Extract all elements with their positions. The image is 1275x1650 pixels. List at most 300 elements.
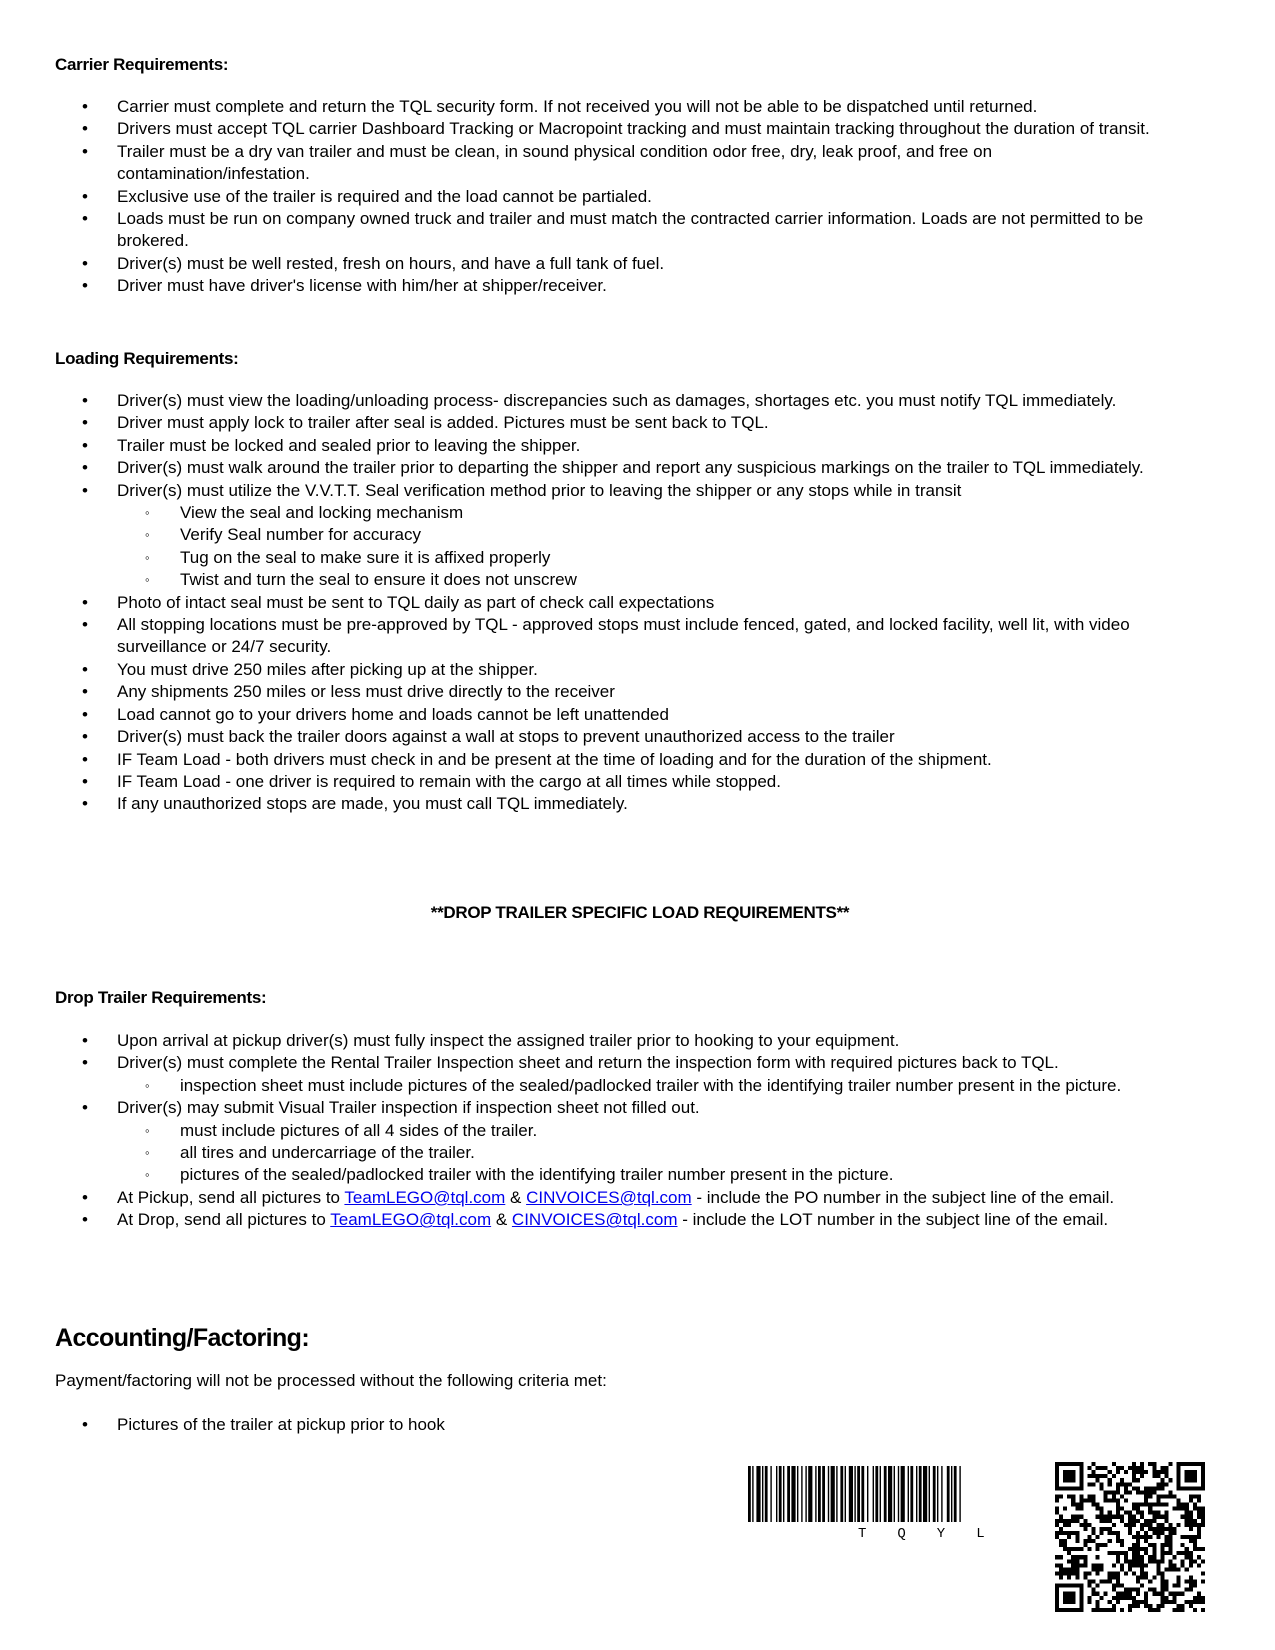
qr-module [1197, 1498, 1201, 1502]
qr-module [1197, 1531, 1201, 1535]
qr-module [1096, 1571, 1100, 1575]
qr-module [1189, 1604, 1193, 1608]
qr-module [1055, 1511, 1059, 1515]
barcode-bar [919, 1466, 922, 1522]
qr-module [1083, 1539, 1087, 1543]
qr-module [1193, 1608, 1197, 1612]
qr-module [1083, 1498, 1087, 1502]
qr-module [1075, 1539, 1079, 1543]
qr-module [1067, 1523, 1071, 1527]
sub-list-item: ◦ inspection sheet must include pictures of the sealed/padlocked trailer with the identifying trailer number present in the picture. [55, 1075, 1185, 1097]
teamlego-email-link[interactable]: TeamLEGO@tql.com [344, 1187, 506, 1207]
qr-module [1120, 1596, 1124, 1600]
teamlego-email-link[interactable]: TeamLEGO@tql.com [330, 1210, 492, 1230]
qr-module [1091, 1563, 1095, 1567]
barcode-bar [908, 1466, 909, 1522]
qr-module [1181, 1543, 1185, 1547]
qr-module [1128, 1608, 1132, 1612]
qr-module [1160, 1494, 1164, 1498]
qr-module [1185, 1555, 1189, 1559]
qr-module [1160, 1482, 1164, 1486]
qr-module [1160, 1466, 1164, 1470]
qr-module [1067, 1547, 1071, 1551]
qr-module [1148, 1555, 1152, 1559]
qr-module [1096, 1604, 1100, 1608]
qr-module [1096, 1466, 1100, 1470]
qr-module [1160, 1470, 1164, 1474]
qr-module [1140, 1555, 1144, 1559]
qr-module [1055, 1571, 1059, 1575]
qr-module [1148, 1559, 1152, 1563]
qr-module [1136, 1543, 1140, 1547]
accounting-intro: Payment/factoring will not be processed without the following criteria met: [55, 1371, 607, 1390]
qr-module [1104, 1474, 1108, 1478]
barcode-bar [901, 1466, 905, 1522]
qr-module [1177, 1551, 1181, 1555]
qr-module [1063, 1543, 1067, 1547]
qr-module [1087, 1535, 1091, 1539]
qr-module [1156, 1470, 1160, 1474]
qr-module [1164, 1584, 1168, 1588]
qr-module [1087, 1584, 1091, 1588]
qr-module [1189, 1588, 1193, 1592]
qr-module [1091, 1539, 1095, 1543]
list-item: • Pictures of the trailer at pickup prior to hook [55, 1414, 1185, 1436]
qr-module [1087, 1482, 1091, 1486]
barcode-bar [884, 1466, 887, 1522]
qr-module [1152, 1519, 1156, 1523]
qr-module [1120, 1515, 1124, 1519]
barcode-bar [954, 1466, 957, 1522]
qr-module [1083, 1527, 1087, 1531]
qr-module [1091, 1592, 1095, 1596]
qr-module [1185, 1600, 1189, 1604]
qr-module [1169, 1523, 1173, 1527]
qr-module [1087, 1523, 1091, 1527]
cinvoices-email-link[interactable]: CINVOICES@tql.com [526, 1187, 692, 1207]
qr-module [1193, 1600, 1197, 1604]
qr-module [1116, 1490, 1120, 1494]
qr-module [1112, 1588, 1116, 1592]
qr-module [1136, 1555, 1140, 1559]
qr-module [1075, 1576, 1079, 1580]
qr-module [1116, 1576, 1120, 1580]
qr-module [1116, 1515, 1120, 1519]
qr-module [1140, 1470, 1144, 1474]
qr-module [1071, 1547, 1075, 1551]
qr-module [1201, 1523, 1205, 1527]
list-item: • If any unauthorized stops are made, you must call TQL immediately. [55, 793, 1185, 815]
pickup-suffix: - include the PO number in the subject line of the email. [691, 1187, 1115, 1207]
qr-module [1067, 1567, 1071, 1571]
qr-module [1140, 1527, 1144, 1531]
qr-module [1169, 1478, 1173, 1482]
list-item: • Drivers must accept TQL carrier Dashboard Tracking or Macropoint tracking and must maintain tracking throughout the duration of transit. [55, 118, 1185, 140]
qr-module [1087, 1600, 1091, 1604]
barcode-bar [951, 1466, 952, 1522]
barcode-bar [929, 1466, 930, 1522]
qr-module [1132, 1474, 1136, 1478]
pickup-email-item [55, 1187, 1185, 1209]
qr-module [1201, 1571, 1205, 1575]
qr-module [1075, 1531, 1079, 1535]
qr-module [1087, 1466, 1091, 1470]
qr-module [1132, 1478, 1136, 1482]
barcode-bar [805, 1466, 806, 1522]
qr-module [1193, 1584, 1197, 1588]
qr-module [1067, 1494, 1071, 1498]
qr-module [1132, 1466, 1136, 1470]
barcode-bar [861, 1466, 864, 1522]
qr-module [1132, 1535, 1136, 1539]
qr-module [1096, 1507, 1100, 1511]
qr-module [1071, 1503, 1075, 1507]
qr-module [1087, 1498, 1091, 1502]
qr-module [1108, 1519, 1112, 1523]
qr-module [1116, 1507, 1120, 1511]
qr-module [1185, 1547, 1189, 1551]
qr-module [1173, 1608, 1177, 1612]
qr-module [1148, 1535, 1152, 1539]
list-item: • Trailer must be a dry van trailer and must be clean, in sound physical condition odor free, dry, leak proof, and free on contamination/infestation. [55, 141, 1185, 186]
qr-module [1140, 1563, 1144, 1567]
qr-module [1152, 1503, 1156, 1507]
barcode-bar [787, 1466, 790, 1522]
qr-module [1108, 1551, 1112, 1555]
qr-module [1075, 1507, 1079, 1511]
qr-module [1120, 1482, 1124, 1486]
qr-module [1140, 1571, 1144, 1575]
qr-module [1185, 1567, 1189, 1571]
qr-module [1173, 1531, 1177, 1535]
list-item: • Loads must be run on company owned truck and trailer and must match the contracted carrier information. Loads are not permitted to be brokered. [55, 208, 1185, 253]
qr-module [1100, 1482, 1104, 1486]
qr-module [1136, 1531, 1140, 1535]
qr-module [1144, 1535, 1148, 1539]
qr-module [1071, 1571, 1075, 1575]
qr-module [1197, 1592, 1201, 1596]
qr-module [1197, 1527, 1201, 1531]
qr-module [1128, 1523, 1132, 1527]
qr-module [1075, 1547, 1079, 1551]
qr-module [1201, 1600, 1205, 1604]
qr-module [1100, 1511, 1104, 1515]
qr-module [1104, 1519, 1108, 1523]
qr-module [1144, 1539, 1148, 1543]
qr-module [1059, 1571, 1063, 1575]
qr-module [1116, 1535, 1120, 1539]
barcode-bar [894, 1466, 895, 1522]
qr-module [1136, 1551, 1140, 1555]
list-item: • Any shipments 250 miles or less must drive directly to the receiver [55, 681, 1185, 703]
qr-module [1152, 1559, 1156, 1563]
qr-module [1144, 1571, 1148, 1575]
qr-module [1083, 1563, 1087, 1567]
qr-module [1132, 1503, 1136, 1507]
qr-module [1164, 1482, 1168, 1486]
qr-module [1152, 1527, 1156, 1531]
qr-module [1100, 1486, 1104, 1490]
qr-module [1189, 1511, 1193, 1515]
qr-module [1189, 1494, 1193, 1498]
qr-module [1100, 1515, 1104, 1519]
qr-module [1156, 1567, 1160, 1571]
qr-module [1185, 1511, 1189, 1515]
qr-module [1087, 1539, 1091, 1543]
qr-module [1132, 1547, 1136, 1551]
barcode-bar [933, 1466, 936, 1522]
qr-module [1177, 1580, 1181, 1584]
qr-module [1096, 1592, 1100, 1596]
list-item: • Carrier must complete and return the TQL security form. If not received you will not be able to be dispatched until returned. [55, 96, 1185, 118]
qr-module [1140, 1523, 1144, 1527]
barcode-bar [791, 1466, 795, 1522]
qr-module [1148, 1523, 1152, 1527]
qr-module [1156, 1515, 1160, 1519]
qr-module [1104, 1527, 1108, 1531]
qr-module [1083, 1555, 1087, 1559]
qr-module [1063, 1567, 1067, 1571]
qr-module [1189, 1515, 1193, 1519]
qr-module [1173, 1527, 1177, 1531]
qr-module [1164, 1519, 1168, 1523]
qr-module [1132, 1470, 1136, 1474]
qr-module [1071, 1519, 1075, 1523]
qr-module [1079, 1515, 1083, 1519]
qr-module [1083, 1519, 1087, 1523]
qr-module [1071, 1555, 1075, 1559]
qr-module [1136, 1490, 1140, 1494]
qr-module [1197, 1600, 1201, 1604]
qr-module [1132, 1486, 1136, 1490]
qr-module [1164, 1596, 1168, 1600]
list-item: • Driver(s) must complete the Rental Trailer Inspection sheet and return the inspection form with required pictures back to TQL. [55, 1052, 1185, 1074]
barcode-bar [818, 1466, 821, 1522]
sub-list-item: ◦ Twist and turn the seal to ensure it does not unscrew [55, 569, 1185, 591]
qr-module [1144, 1490, 1148, 1494]
barcode-bar [815, 1466, 816, 1522]
qr-module [1160, 1543, 1164, 1547]
qr-module [1120, 1478, 1124, 1482]
qr-module [1136, 1588, 1140, 1592]
qr-module [1181, 1592, 1185, 1596]
qr-module [1112, 1604, 1116, 1608]
qr-module [1177, 1584, 1181, 1588]
qr-module [1091, 1580, 1095, 1584]
qr-module [1128, 1466, 1132, 1470]
qr-module [1164, 1539, 1168, 1543]
qr-module [1108, 1531, 1112, 1535]
qr-module [1071, 1567, 1075, 1571]
qr-module [1136, 1592, 1140, 1596]
qr-module [1104, 1494, 1108, 1498]
qr-module [1144, 1547, 1148, 1551]
qr-module [1128, 1511, 1132, 1515]
qr-module [1140, 1462, 1144, 1466]
qr-module [1091, 1474, 1095, 1478]
qr-module [1120, 1584, 1124, 1588]
qr-module [1124, 1498, 1128, 1502]
qr-module [1197, 1507, 1201, 1511]
qr-module [1201, 1507, 1205, 1511]
qr-module [1193, 1523, 1197, 1527]
qr-module [1189, 1498, 1193, 1502]
cinvoices-email-link[interactable]: CINVOICES@tql.com [511, 1210, 678, 1230]
qr-module [1173, 1563, 1177, 1567]
qr-module [1169, 1543, 1173, 1547]
qr-module [1152, 1462, 1156, 1466]
qr-module [1197, 1555, 1201, 1559]
qr-module [1136, 1466, 1140, 1470]
barcode-bar [828, 1466, 829, 1522]
qr-module [1152, 1466, 1156, 1470]
qr-module [1055, 1494, 1059, 1498]
barcode-bar [849, 1466, 853, 1522]
qr-module [1116, 1551, 1120, 1555]
qr-module [1104, 1466, 1108, 1470]
qr-module [1140, 1474, 1144, 1478]
qr-module [1181, 1604, 1185, 1608]
qr-module [1071, 1559, 1075, 1563]
qr-module [1197, 1494, 1201, 1498]
qr-module [1091, 1482, 1095, 1486]
qr-module [1156, 1486, 1160, 1490]
qr-module [1083, 1576, 1087, 1580]
qr-module [1181, 1507, 1185, 1511]
qr-module [1055, 1531, 1059, 1535]
qr-module [1136, 1559, 1140, 1563]
qr-module [1177, 1503, 1181, 1507]
qr-module [1156, 1559, 1160, 1563]
qr-module [1173, 1584, 1177, 1588]
qr-module [1100, 1608, 1104, 1612]
qr-module [1189, 1519, 1193, 1523]
qr-finder-pattern [1063, 1470, 1075, 1482]
qr-module [1120, 1551, 1124, 1555]
qr-module [1116, 1592, 1120, 1596]
qr-module [1201, 1559, 1205, 1563]
qr-module [1144, 1494, 1148, 1498]
qr-module [1083, 1543, 1087, 1547]
qr-module [1148, 1543, 1152, 1547]
qr-module [1071, 1563, 1075, 1567]
qr-module [1128, 1588, 1132, 1592]
qr-module [1140, 1535, 1144, 1539]
qr-module [1108, 1511, 1112, 1515]
qr-module [1063, 1519, 1067, 1523]
qr-module [1100, 1519, 1104, 1523]
qr-module [1160, 1588, 1164, 1592]
qr-module [1136, 1547, 1140, 1551]
qr-module [1096, 1584, 1100, 1588]
qr-module [1116, 1482, 1120, 1486]
qr-module [1132, 1543, 1136, 1547]
sub-list-item: ◦ must include pictures of all 4 sides of the trailer. [55, 1120, 1185, 1142]
list-item: • IF Team Load - one driver is required to remain with the cargo at all times while stopped. [55, 771, 1185, 793]
qr-module [1128, 1567, 1132, 1571]
qr-module [1169, 1527, 1173, 1531]
drop-email-item [55, 1209, 1185, 1231]
list-item: • Driver must have driver's license with him/her at shipper/receiver. [55, 275, 1185, 297]
qr-module [1091, 1608, 1095, 1612]
qr-module [1152, 1588, 1156, 1592]
ampersand: & [505, 1187, 527, 1207]
list-item: • Driver(s) must utilize the V.V.T.T. Seal verification method prior to leaving the shipper or any stops while in transit [55, 480, 1185, 502]
qr-module [1112, 1596, 1116, 1600]
qr-module [1136, 1563, 1140, 1567]
qr-module [1185, 1519, 1189, 1523]
qr-module [1177, 1604, 1181, 1608]
qr-module [1164, 1580, 1168, 1584]
barcode-bar [836, 1466, 837, 1522]
qr-module [1067, 1551, 1071, 1555]
qr-module [1096, 1567, 1100, 1571]
qr-module [1128, 1490, 1132, 1494]
qr-module [1096, 1600, 1100, 1604]
qr-module [1160, 1555, 1164, 1559]
qr-module [1091, 1503, 1095, 1507]
qr-module [1108, 1478, 1112, 1482]
qr-module [1096, 1474, 1100, 1478]
qr-module [1075, 1571, 1079, 1575]
qr-module [1087, 1596, 1091, 1600]
qr-module [1189, 1551, 1193, 1555]
qr-module [1169, 1600, 1173, 1604]
loading-requirements-heading: Loading Requirements: [55, 349, 239, 368]
qr-module [1185, 1580, 1189, 1584]
qr-module [1067, 1576, 1071, 1580]
qr-module [1193, 1535, 1197, 1539]
qr-module [1116, 1600, 1120, 1604]
qr-module [1160, 1551, 1164, 1555]
qr-module [1152, 1515, 1156, 1519]
qr-module [1144, 1498, 1148, 1502]
qr-module [1169, 1490, 1173, 1494]
qr-module [1132, 1462, 1136, 1466]
qr-module [1169, 1559, 1173, 1563]
qr-module [1160, 1486, 1164, 1490]
barcode-bar [873, 1466, 874, 1522]
qr-module [1164, 1474, 1168, 1478]
qr-module [1177, 1567, 1181, 1571]
qr-module [1164, 1588, 1168, 1592]
list-item: • IF Team Load - both drivers must check in and be present at the time of loading and for the duration of the shipment. [55, 749, 1185, 771]
qr-module [1152, 1543, 1156, 1547]
qr-module [1075, 1503, 1079, 1507]
qr-module [1148, 1519, 1152, 1523]
qr-module [1096, 1543, 1100, 1547]
qr-module [1063, 1571, 1067, 1575]
qr-module [1197, 1515, 1201, 1519]
qr-module [1189, 1527, 1193, 1531]
qr-module [1132, 1588, 1136, 1592]
qr-module [1091, 1470, 1095, 1474]
qr-module [1164, 1535, 1168, 1539]
list-item: • Driver(s) may submit Visual Trailer inspection if inspection sheet not filled out. [55, 1097, 1185, 1119]
qr-module [1128, 1596, 1132, 1600]
qr-module [1169, 1551, 1173, 1555]
qr-module [1181, 1563, 1185, 1567]
qr-module [1071, 1531, 1075, 1535]
qr-module [1116, 1580, 1120, 1584]
qr-module [1112, 1474, 1116, 1478]
qr-module [1144, 1600, 1148, 1604]
list-item: • Driver(s) must back the trailer doors against a wall at stops to prevent unauthorized access to the trailer [55, 726, 1185, 748]
barcode-bar [947, 1466, 950, 1522]
qr-module [1160, 1523, 1164, 1527]
qr-module [1091, 1494, 1095, 1498]
qr-module [1132, 1571, 1136, 1575]
